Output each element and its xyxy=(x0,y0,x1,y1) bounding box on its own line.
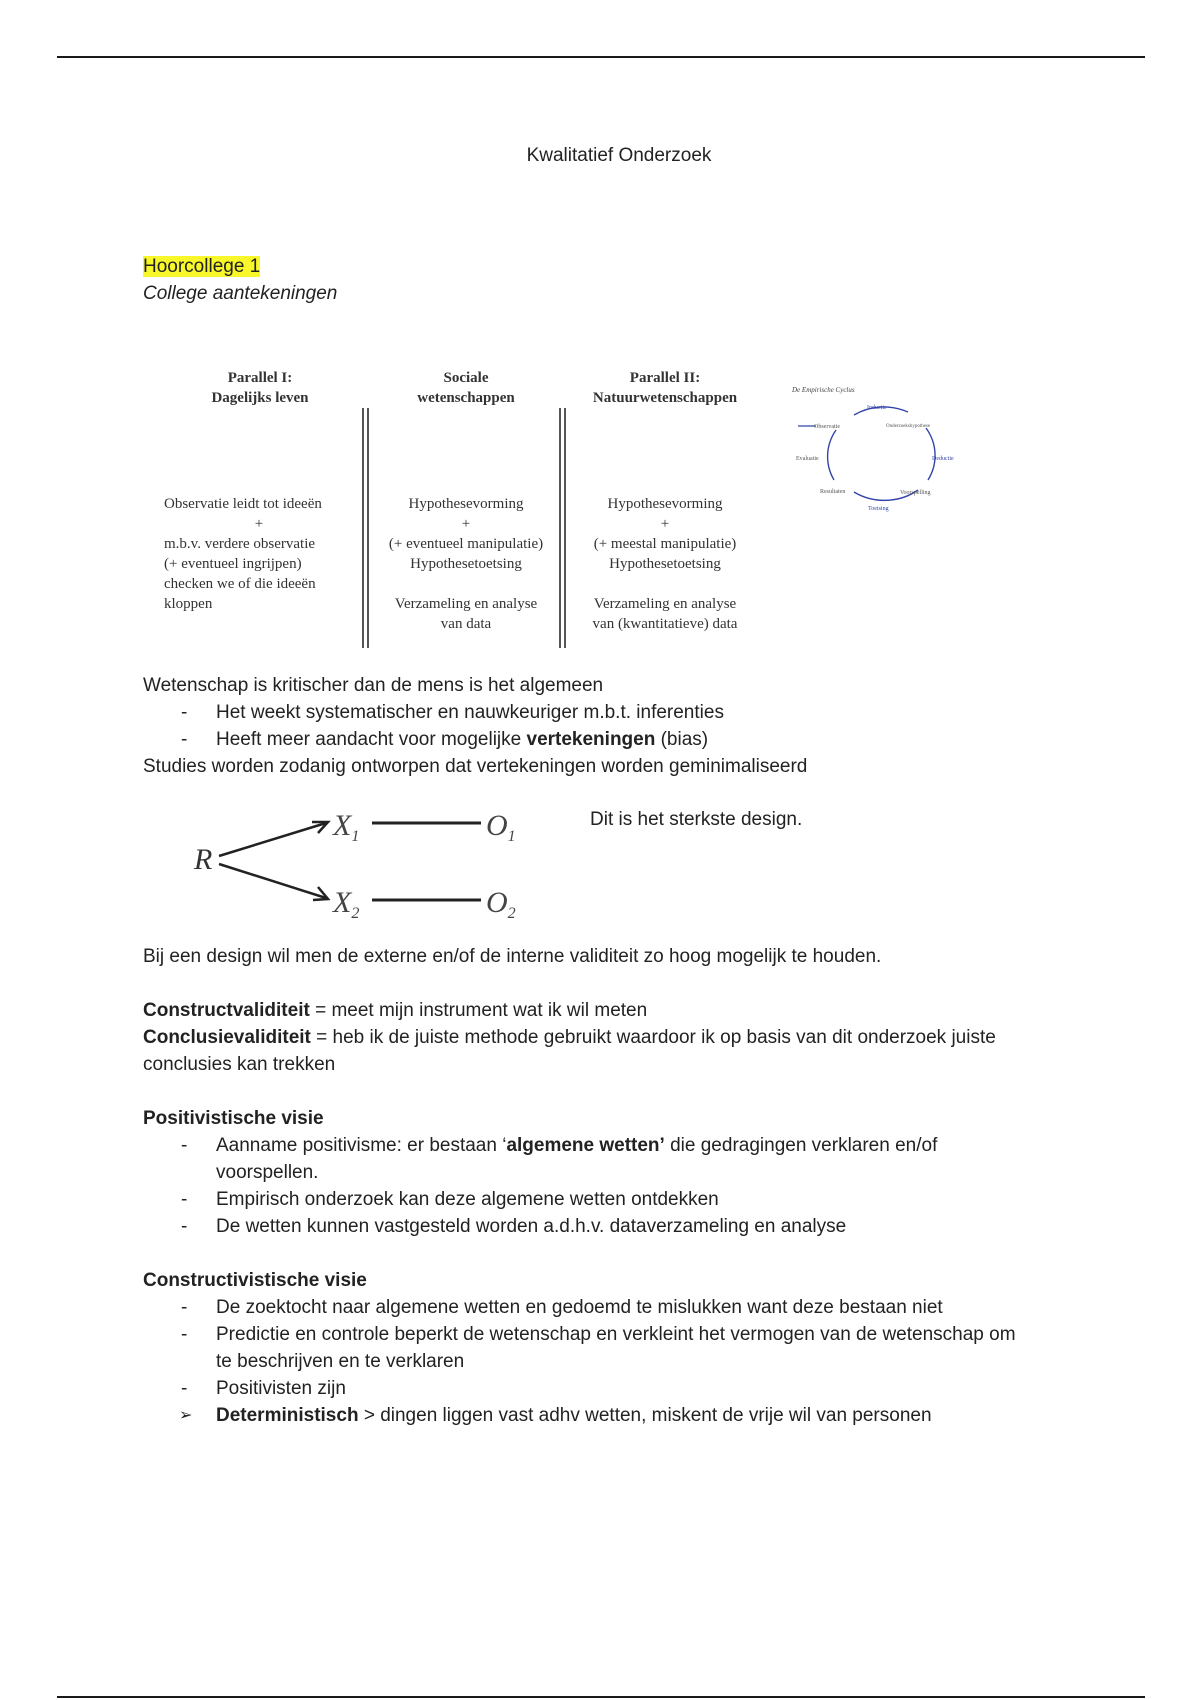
table-column-social-sciences xyxy=(372,368,560,632)
design-arrow xyxy=(219,864,326,898)
paragraph: Bij een design wil men de externe en/of de interne validiteit zo hoog mogelijk te houden. xyxy=(143,946,882,967)
lecture-label: Hoorcollege 1 xyxy=(143,256,261,277)
cycle-node: Voorspelling xyxy=(900,490,931,496)
list-item: - Positivisten zijn xyxy=(181,1378,346,1399)
table-divider xyxy=(559,408,561,648)
section-heading-constructivist: Constructivistische visie xyxy=(143,1270,367,1291)
bullet-list-positivist xyxy=(143,1132,937,1240)
bullet-list-constructivist xyxy=(143,1294,1016,1429)
cycle-arc xyxy=(926,428,935,480)
notes-label: College aantekeningen xyxy=(143,283,338,304)
cycle-node: Inductie xyxy=(867,405,887,411)
table-divider xyxy=(367,408,369,648)
table-divider xyxy=(564,408,566,648)
definition-conclusion: Conclusievaliditeit = heb ik de juiste methode gebruikt waardoor ik op basis van dit onderzoek juiste conclusies kan trekken xyxy=(143,1027,996,1075)
top-rule xyxy=(57,56,1145,58)
design-arrow xyxy=(219,823,326,856)
design-x2: $X_2$ xyxy=(333,886,360,922)
arrow-bullet-icon: ➢ xyxy=(179,1407,193,1424)
cycle-node: Evaluatie xyxy=(796,456,819,462)
cycle-node: Resultaten xyxy=(820,489,846,495)
column-body: Hypothesevorming + (+ meestal manipulatie) Hypothesetoetsing Verzameling en analyse van (kwantitatieve) data xyxy=(592,496,738,632)
cycle-node: Deductie xyxy=(932,456,954,462)
cycle-node: Observatie xyxy=(814,424,840,430)
column-head: Parallel II: Natuurwetenschappen xyxy=(592,370,738,406)
bottom-rule xyxy=(57,1696,1145,1698)
bullet-list-science xyxy=(143,699,724,753)
column-head: Parallel I: Dagelijks leven xyxy=(211,370,309,406)
design-caption: Dit is het sterkste design. xyxy=(590,809,803,830)
list-item: - Empirisch onderzoek kan deze algemene wetten ontdekken xyxy=(181,1189,719,1210)
column-body: Hypothesevorming + (+ eventueel manipulatie) Hypothesetoetsing Verzameling en analyse van data xyxy=(388,496,544,632)
column-head: Sociale wetenschappen xyxy=(417,370,515,406)
definition-construct: Constructvaliditeit = meet mijn instrument wat ik wil meten xyxy=(143,1000,648,1021)
design-o1: $O_1$ xyxy=(486,809,516,845)
table-column-natural-sciences xyxy=(570,368,760,632)
experimental-design-diagram xyxy=(186,798,526,928)
list-item-arrow: ➢ Deterministisch > dingen liggen vast adhv wetten, miskent de vrije wil van personen xyxy=(143,1402,1016,1429)
list-item: - De zoektocht naar algemene wetten en gedoemd te mislukken want deze bestaan niet xyxy=(181,1297,943,1318)
list-item: - Het weekt systematischer en nauwkeuriger m.b.t. inferenties xyxy=(181,702,724,723)
lecture-heading xyxy=(143,253,260,280)
cycle-node: Onderzoekshypothese xyxy=(886,424,931,429)
section-heading-positivist: Positivistische visie xyxy=(143,1108,324,1129)
design-r: R xyxy=(194,843,213,876)
list-item: - Aanname positivisme: er bestaan ‘algemene wetten’ die gedragingen verklaren en/of voorspellen. xyxy=(181,1135,938,1183)
design-o2: $O_2$ xyxy=(486,886,516,922)
cycle-node: Toetsing xyxy=(868,506,889,512)
table-column-daily-life xyxy=(150,368,370,612)
table-divider xyxy=(362,408,364,648)
cycle-arc xyxy=(828,430,836,480)
paragraph: Studies worden zodanig ontworpen dat vertekeningen worden geminimaliseerd xyxy=(143,756,808,777)
empirical-cycle-diagram xyxy=(786,380,976,520)
paragraph: Wetenschap is kritischer dan de mens is het algemeen xyxy=(143,675,604,696)
list-item: - Heeft meer aandacht voor mogelijke vertekeningen (bias) xyxy=(181,729,709,750)
document-title: Kwalitatief Onderzoek xyxy=(526,145,712,166)
column-body: Observatie leidt tot ideeën + m.b.v. verdere observatie (+ eventueel ingrijpen) checken we of die ideeën kloppen xyxy=(164,496,322,612)
list-item: - De wetten kunnen vastgesteld worden a.d.h.v. dataverzameling en analyse xyxy=(181,1216,847,1237)
cycle-title: De Empirische Cyclus xyxy=(792,386,855,394)
design-x1: $X_1$ xyxy=(333,809,360,845)
parallel-table-figure xyxy=(150,368,790,648)
list-item: - Predictie en controle beperkt de wetenschap en verkleint het vermogen van de wetenschap om te beschrijven en te verklaren xyxy=(181,1324,1016,1372)
